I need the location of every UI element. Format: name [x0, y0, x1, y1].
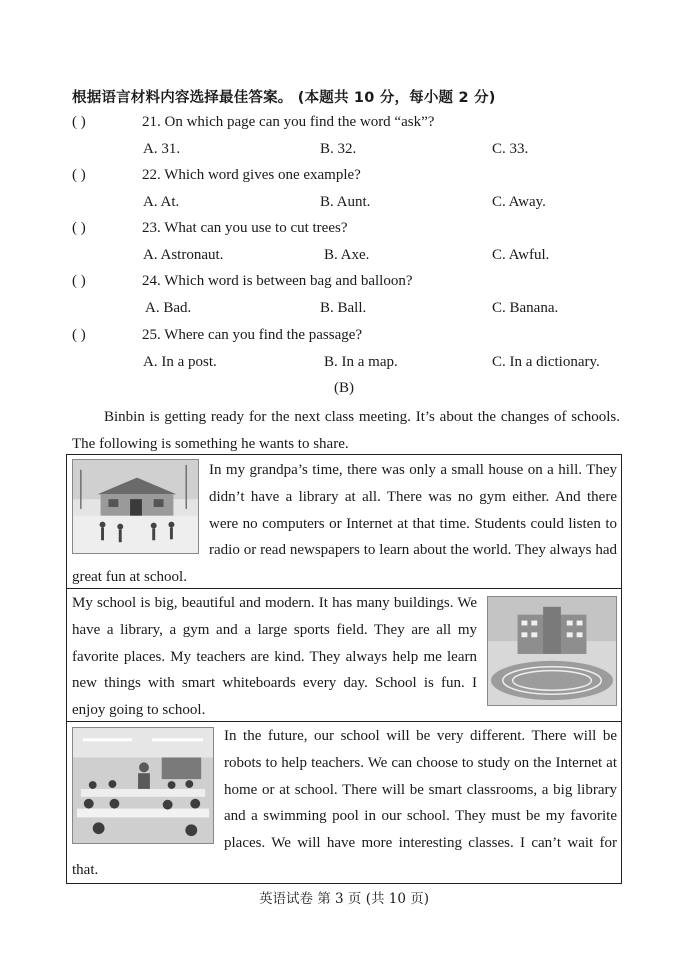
passage-text: My school is big, beautiful and modern. It has many buildings. We have a library, a gym and a large sports field. They are all my favorite places. My teachers are kind. They always help me learn new things with smart whiteboards every day. School is fun. I enjoy going to school.: [72, 595, 477, 719]
question-stem: 22. Which word gives one example?: [142, 167, 361, 183]
option-c: C. In a dictionary.: [492, 354, 600, 370]
intro-paragraph: Binbin is getting ready for the next class meeting. It’s about the changes of schools. The following is something he wants to share.: [72, 409, 620, 452]
option-b: B. Aunt.: [320, 194, 371, 210]
option-b: B. 32.: [320, 141, 357, 157]
option-b: B. In a map.: [324, 354, 398, 370]
question-stem: 23. What can you use to cut trees?: [142, 220, 348, 236]
option-c: C. 33.: [492, 141, 529, 157]
section-b-label: (B): [334, 380, 354, 396]
future-classroom-photo: [72, 727, 214, 844]
section-heading: 根据语言材料内容选择最佳答案。 (本题共 10 分，每小题 2 分): [72, 90, 496, 106]
question-stem: 25. Where can you find the passage?: [142, 327, 363, 343]
option-a: A. Bad.: [145, 300, 192, 316]
question-22: [72, 167, 361, 184]
page-footer: 英语试卷 第 3 页 (共 10 页): [258, 891, 430, 907]
old-school-photo: [72, 459, 199, 554]
answer-blank[interactable]: ( ): [72, 167, 86, 183]
question-stem: 21. On which page can you find the word “ask”?: [142, 114, 435, 130]
passage-text: In the future, our school will be very different. There will be robots to help teachers. We can choose to study on the Internet at home or at school. There will be smart classrooms, a big library and a swimming pool in our school. They must be my favorite places. We will have more interesting classes. I can’t wait for that.: [72, 728, 617, 878]
modern-school-photo: [487, 596, 617, 706]
option-a: A. At.: [143, 194, 180, 210]
option-c: C. Away.: [492, 194, 546, 210]
answer-blank[interactable]: ( ): [72, 327, 86, 343]
option-c: C. Banana.: [492, 300, 559, 316]
answer-blank[interactable]: ( ): [72, 220, 86, 236]
question-23: [72, 220, 348, 237]
passage-box-future: [66, 721, 622, 884]
question-24: [72, 273, 412, 290]
question-21: [72, 114, 434, 131]
option-c: C. Awful.: [492, 247, 550, 263]
passage-box-past: [66, 454, 622, 589]
option-a: A. 31.: [143, 141, 181, 157]
question-25: [72, 327, 362, 344]
option-b: B. Ball.: [320, 300, 367, 316]
answer-blank[interactable]: ( ): [72, 273, 86, 289]
passage-box-present: [66, 588, 622, 722]
option-a: A. In a post.: [143, 354, 217, 370]
answer-blank[interactable]: ( ): [72, 114, 86, 130]
option-b: B. Axe.: [324, 247, 370, 263]
option-a: A. Astronaut.: [143, 247, 224, 263]
question-stem: 24. Which word is between bag and balloon?: [142, 273, 413, 289]
passage-text: In my grandpa’s time, there was only a small house on a hill. They didn’t have a library at all. There was no gym either. And there were no computers or Internet at that time. Students could listen to radio or read newspapers to learn about the world. They always had great fun at school.: [72, 462, 617, 586]
